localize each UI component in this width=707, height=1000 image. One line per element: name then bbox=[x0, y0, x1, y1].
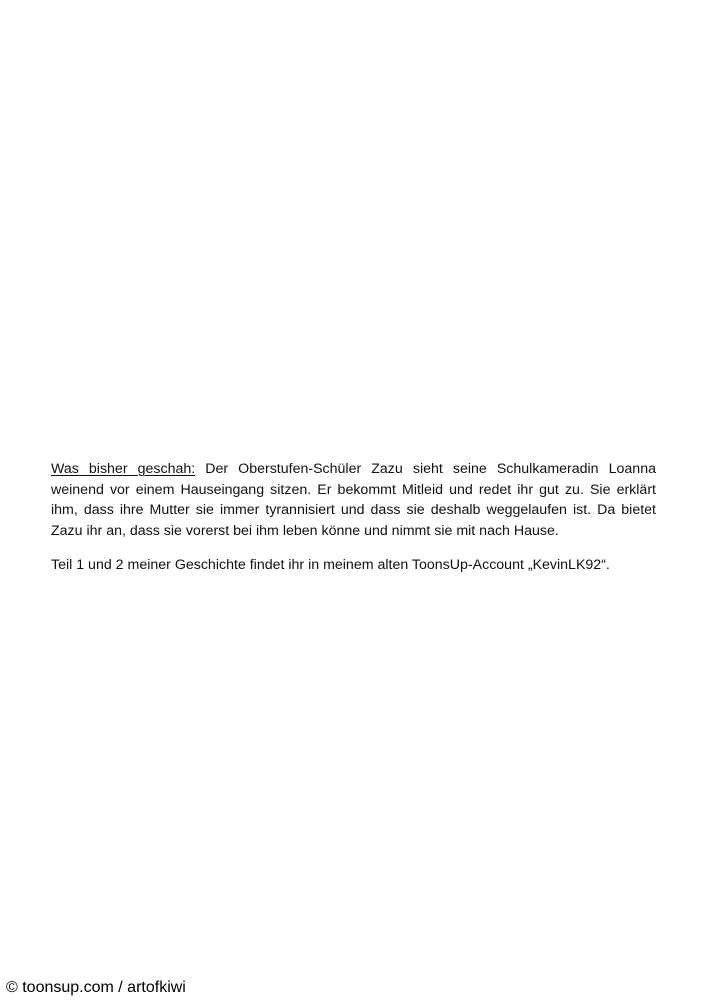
summary-lead: Was bisher geschah: bbox=[51, 461, 196, 477]
previous-parts-note: Teil 1 und 2 meiner Geschichte findet ihr in meinem alten ToonsUp-Account „KevinLK92“. bbox=[51, 557, 610, 573]
summary-text: Der Oberstufen-Schüler Zazu sieht seine Schulkameradin Loanna weinend vor einem Hauseingang sitzen. Er bekommt Mitleid und redet ihr gut zu. Sie erklärt ihm, dass ihre Mutter sie immer tyrannisiert und dass sie deshalb weggelaufen ist. Da bietet Zazu ihr an, dass sie vorerst bei ihm leben könne und nimmt sie mit nach Hause. bbox=[51, 461, 656, 539]
copyright-footer: © toonsup.com / artofkiwi bbox=[6, 979, 186, 996]
story-text-block bbox=[51, 459, 656, 576]
summary-paragraph bbox=[51, 459, 656, 541]
